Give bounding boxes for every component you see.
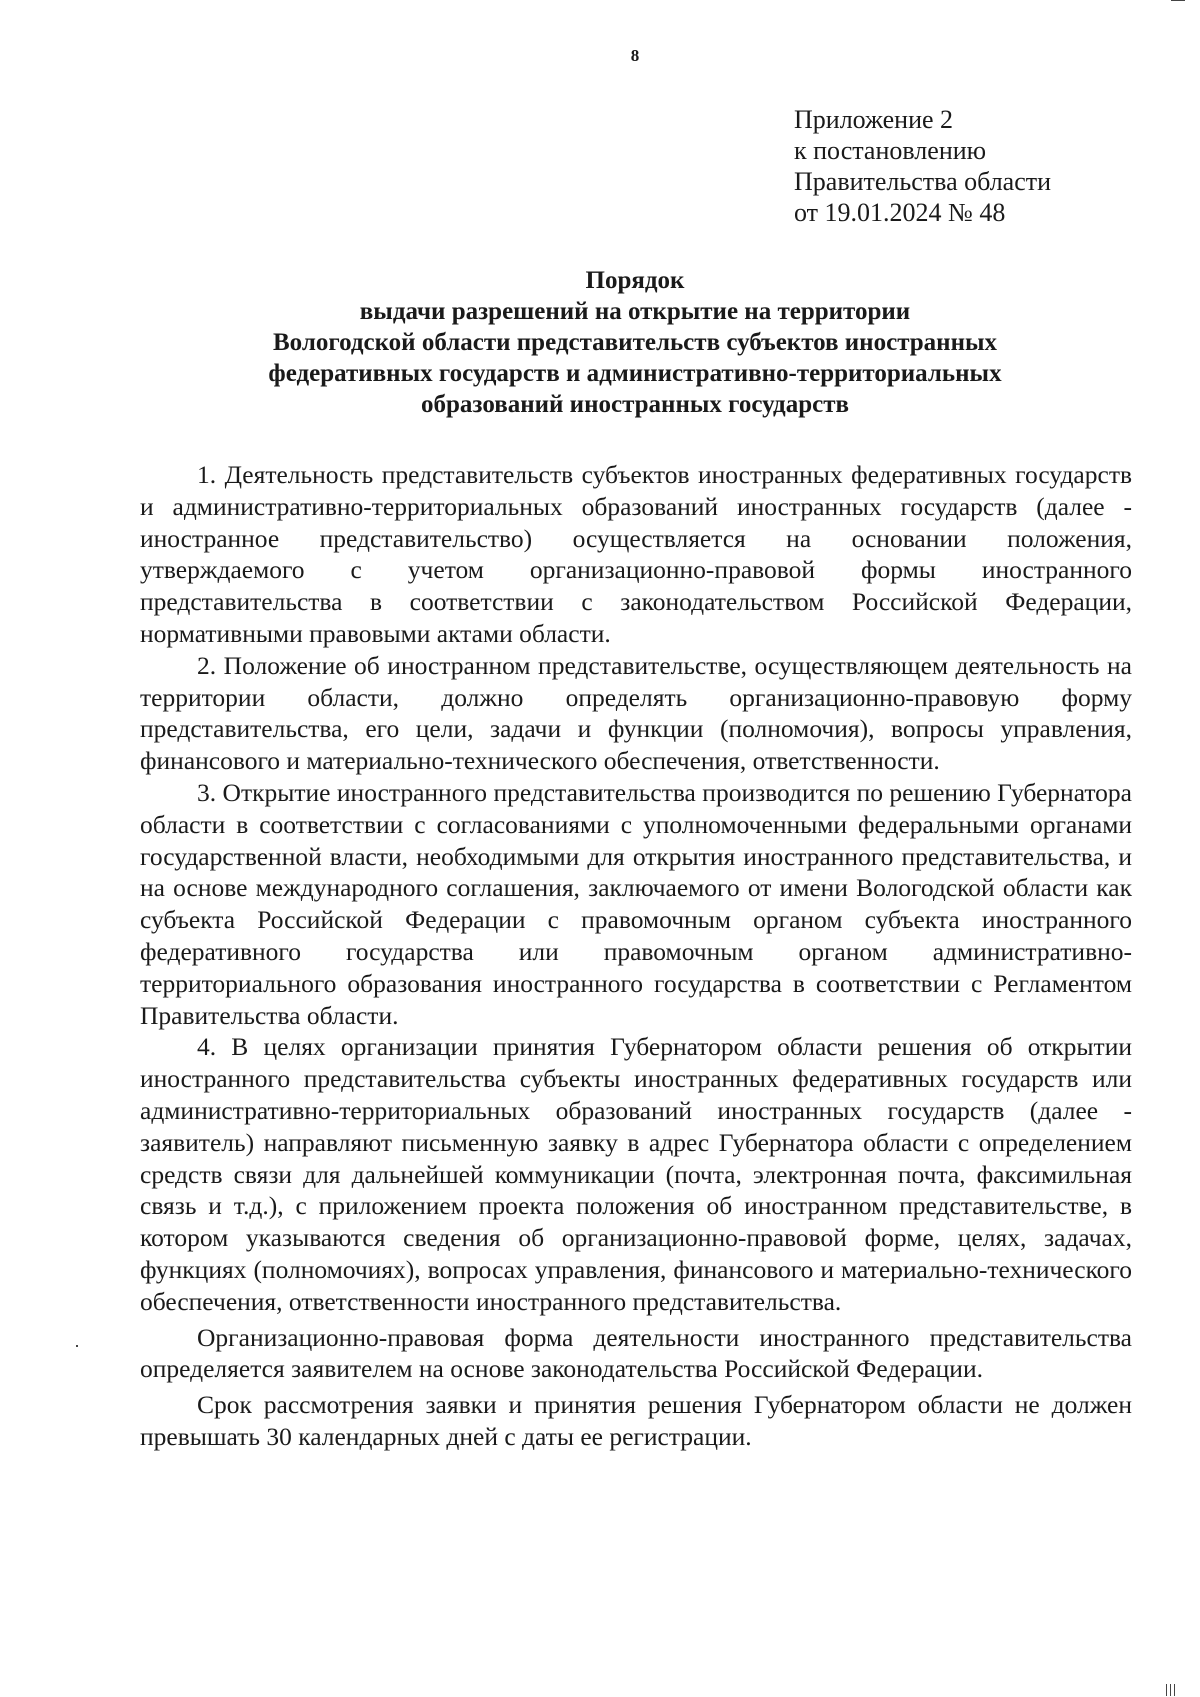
paragraph-3: 3. Открытие иностранного представительства производится по решению Губернатора области в соответствии с согласованиями с уполномоченными федеральными органами государственной власти, необходимыми для открытия иностранного представительства, и на основе международного соглашения, заключаемого от имени Вологодской области как субъекта Российской Федерации с правомочным органом субъекта иностранного федеративного государства или правомочным органом административно-территориального образования иностранного государства в соответствии с Регламентом Правительства области. [140,777,1132,1030]
paragraph-5: Организационно-правовая форма деятельности иностранного представительства определяется заявителем на основе законодательства Российской Федерации. [140,1322,1132,1384]
paragraph-1: 1. Деятельность представительств субъектов иностранных федеративных государств и административно-территориальных образований иностранных государств (далее - иностранное представительство) осуществляется на основании положения, утверждаемого с учетом организационно-правовой формы иностранного представительства в соответствии с законодательством Российской Федерации, нормативными правовыми актами области. [140,460,1132,648]
scan-artifact [1171,0,1185,1]
title-line: Порядок [585,267,685,294]
appendix-reference [794,104,1051,228]
document-title [140,265,1130,420]
scan-artifact [1170,1684,1171,1696]
appendix-line: от 19.01.2024 № 48 [794,198,1006,227]
appendix-line: к постановлению [794,136,987,165]
scan-artifact [1174,1684,1175,1696]
scan-artifact [76,1345,78,1347]
paragraph-6: Срок рассмотрения заявки и принятия решения Губернатором области не должен превышать 30 календарных дней с даты ее регистрации. [140,1390,1132,1451]
page-number: 8 [630,46,640,65]
title-line: Вологодской области представительств субъектов иностранных [272,329,998,356]
scan-artifact [1166,1684,1167,1696]
appendix-line: Приложение 2 [794,105,954,134]
paragraph-2: 2. Положение об иностранном представительстве, осуществляющем деятельность на территории области, должно определять организационно-правовую форму представительства, его цели, задачи и функции (полномочия), вопросы управления, финансового и материально-технического обеспечения, ответственности. [140,650,1132,776]
title-line: федеративных государств и административно-территориальных [268,360,1002,387]
title-line: образований иностранных государств [421,391,849,418]
paragraph-4: 4. В целях организации принятия Губернатором области решения об открытии иностранного представительства субъекты иностранных федеративных государств или административно-территориальных образований иностранных государств (далее - заявитель) направляют письменную заявку в адрес Губернатора области с определением средств связи для дальнейшей коммуникации (почта, электронная почта, факсимильная связь и т.д.), с приложением проекта положения об иностранном представительстве, в котором указываются сведения об организационно-правовой форме, целях, задачах, функциях (полномочиях), вопросах управления, финансового и материально-технического обеспечения, ответственности иностранного представительства. [140,1032,1132,1316]
title-line: выдачи разрешений на открытие на территории [359,298,911,325]
appendix-line: Правительства области [794,167,1052,196]
document-body [140,459,1132,1453]
